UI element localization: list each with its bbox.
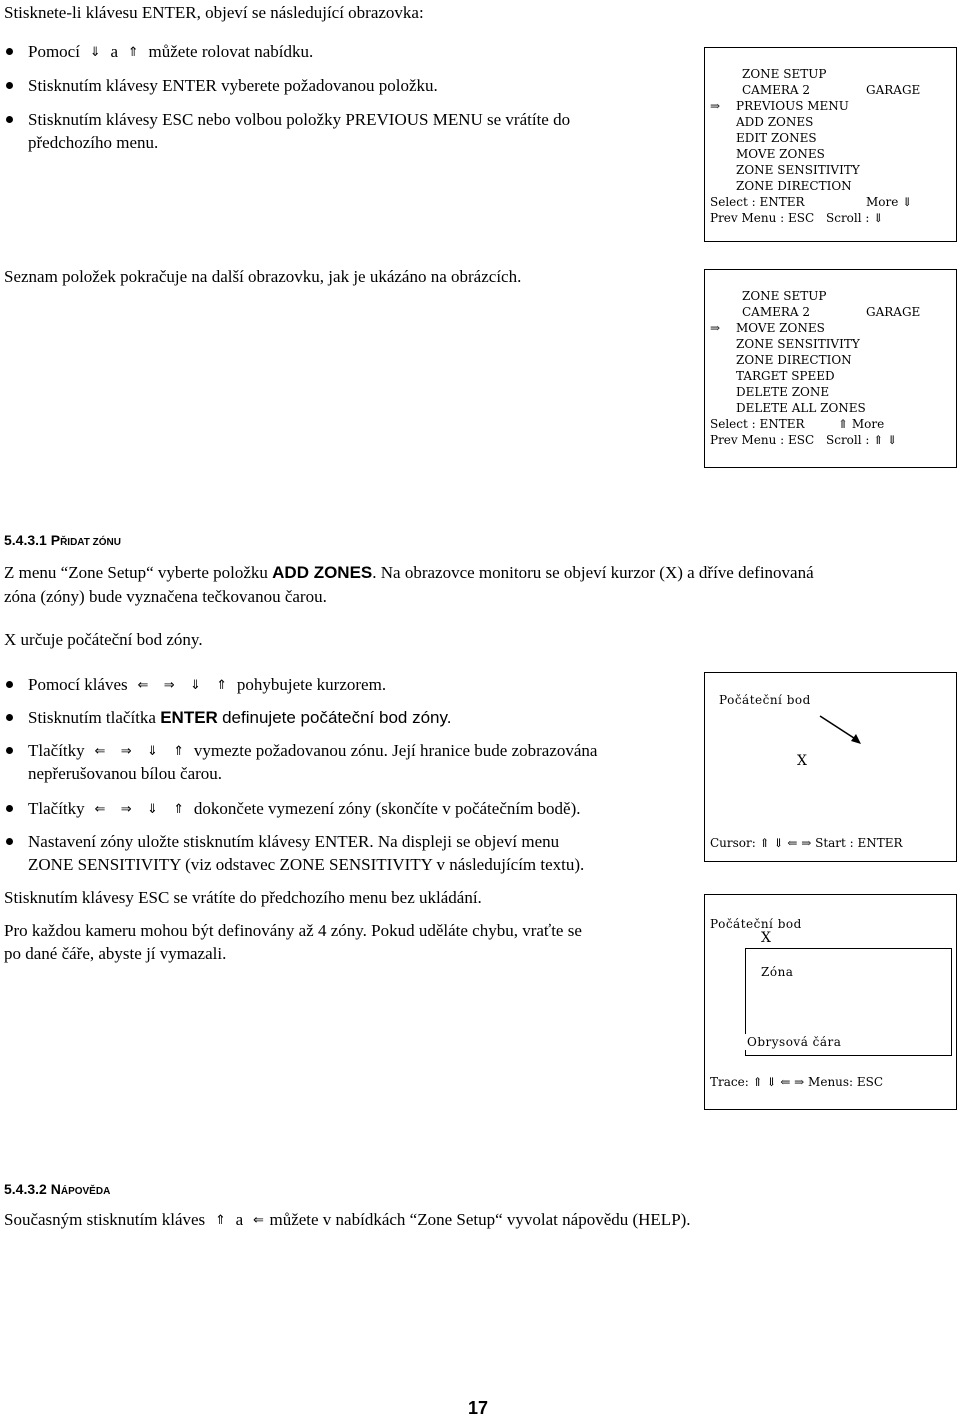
cursor-keys-instruction: Pomocí kláves ⇐ ⇒ ⇓ ⇑ pohybujete kurzorem.	[28, 674, 386, 697]
section-heading-add-zone: 5.4.3.1 PŘIDAT ZÓNU	[4, 532, 121, 548]
paragraph-add-zones-line2: zóna (zóny) bude vyznačena tečkovanou čarou.	[4, 587, 327, 606]
up-arrow-icon: ⇑	[214, 1213, 226, 1228]
paragraph-esc-no-save: Stisknutím klávesy ESC se vrátíte do předchozího menu bez ukládání.	[4, 888, 482, 907]
zone-setup-screen-2	[704, 269, 957, 468]
paragraph-four-zones: Pro každou kameru mohou být definovány až 4 zóny. Pokud uděláte chybu, vraťte se	[4, 921, 582, 940]
screen-location: GARAGE	[866, 305, 921, 319]
start-x-marker: X	[761, 930, 771, 946]
menu-item[interactable]: ZONE DIRECTION	[736, 353, 852, 367]
screen-camera: CAMERA 2	[742, 83, 811, 97]
cursor-footer: Cursor: ⇑ ⇓ ⇐ ⇒ Start : ENTER	[710, 836, 903, 850]
bullet-dot	[6, 714, 13, 721]
left-arrow-icon: ⇐	[253, 1213, 264, 1228]
down-arrow-icon: ⇓	[146, 744, 158, 759]
up-arrow-icon: ⇑	[216, 678, 228, 693]
cursor-x-marker: X	[797, 753, 807, 769]
menu-item[interactable]: ZONE SENSITIVITY	[736, 337, 860, 351]
bullet-dot	[6, 838, 13, 845]
right-arrow-icon: ⇒	[120, 744, 132, 759]
start-point-label: Počáteční bod	[719, 693, 811, 707]
menu-item[interactable]: ZONE SENSITIVITY	[736, 163, 860, 177]
left-arrow-icon: ⇐	[94, 744, 106, 759]
bullet-dot	[6, 48, 13, 55]
save-zone-instruction-line2: ZONE SENSITIVITY (viz odstavec ZONE SENSITIVITY v následujícím textu).	[28, 855, 585, 874]
menu-pointer-icon: ⇒	[710, 321, 721, 335]
screen-camera: CAMERA 2	[742, 305, 811, 319]
up-arrow-icon: ⇑	[173, 744, 185, 759]
menu-item[interactable]: MOVE ZONES	[736, 147, 825, 161]
define-zone-instruction: Tlačítky ⇐ ⇒ ⇓ ⇑ vymezte požadovanou zónu. Její hranice bude zobrazována	[28, 740, 597, 763]
esc-instruction-line1: Stisknutím klávesy ESC nebo volbou položky PREVIOUS MENU se vrátíte do	[28, 110, 571, 129]
screen-title: ZONE SETUP	[742, 67, 827, 81]
prev-menu-hint: Prev Menu : ESC	[710, 433, 815, 447]
menu-item[interactable]: MOVE ZONES	[736, 321, 825, 335]
more-hint: ⇑ More	[838, 417, 885, 431]
right-arrow-icon: ⇒	[163, 678, 175, 693]
section-heading-help: 5.4.3.2 NÁPOVĚDA	[4, 1181, 111, 1197]
left-arrow-icon: ⇐	[137, 678, 149, 693]
down-arrow-icon: ⇓	[146, 802, 158, 817]
menu-pointer-icon: ⇒	[710, 99, 721, 113]
finish-zone-instruction: Tlačítky ⇐ ⇒ ⇓ ⇑ dokončete vymezení zóny (skončíte v počátečním bodě).	[28, 798, 581, 821]
esc-instruction-line2: předchozího menu.	[28, 133, 159, 152]
down-arrow-icon: ⇓	[89, 45, 101, 60]
menu-item[interactable]: ADD ZONES	[736, 115, 814, 129]
menu-item[interactable]: DELETE ZONE	[736, 385, 830, 399]
up-arrow-icon: ⇑	[173, 802, 185, 817]
down-arrow-icon: ⇓	[189, 678, 201, 693]
menu-item[interactable]: TARGET SPEED	[736, 369, 835, 383]
trace-footer: Trace: ⇑ ⇓ ⇐ ⇒ Menus: ESC	[710, 1075, 884, 1089]
right-arrow-icon: ⇒	[120, 802, 132, 817]
pointer-arrow-icon	[817, 713, 865, 747]
more-hint: More ⇓	[866, 195, 913, 209]
list-continues-text: Seznam položek pokračuje na další obrazovku, jak je ukázáno na obrázcích.	[4, 267, 522, 286]
scroll-hint: Scroll : ⇑ ⇓	[826, 433, 898, 447]
menu-item[interactable]: EDIT ZONES	[736, 131, 817, 145]
start-point-label: Počáteční bod	[710, 917, 802, 931]
prev-menu-hint: Prev Menu : ESC	[710, 211, 815, 225]
paragraph-add-zones: Z menu “Zone Setup“ vyberte položku ADD ZONES. Na obrazovce monitoru se objeví kurzor (X) a dříve definovaná	[4, 563, 814, 582]
outline-label: Obrysová čára	[747, 1035, 842, 1049]
intro-text: Stisknete-li klávesu ENTER, objeví se následující obrazovka:	[4, 3, 424, 22]
menu-item[interactable]: DELETE ALL ZONES	[736, 401, 866, 415]
save-zone-instruction: Nastavení zóny uložte stisknutím klávesy ENTER. Na displeji se objeví menu	[28, 832, 560, 851]
bullet-dot	[6, 681, 13, 688]
bullet-dot	[6, 805, 13, 812]
zone-label: Zóna	[761, 965, 794, 979]
select-hint: Select : ENTER	[710, 195, 805, 209]
enter-start-instruction: Stisknutím tlačítka ENTER definujete počáteční bod zóny.	[28, 708, 452, 727]
screen-location: GARAGE	[866, 83, 921, 97]
menu-item[interactable]: ZONE DIRECTION	[736, 179, 852, 193]
page-number: 17	[468, 1398, 489, 1418]
left-arrow-icon: ⇐	[94, 802, 106, 817]
zone-setup-screen-1	[704, 47, 957, 242]
scroll-instruction: Pomocí ⇓ a ⇑ můžete rolovat nabídku.	[28, 41, 313, 64]
scroll-hint: Scroll : ⇓	[826, 211, 884, 225]
up-arrow-icon: ⇑	[127, 45, 139, 60]
enter-instruction: Stisknutím klávesy ENTER vyberete požadovanou položku.	[28, 76, 438, 95]
paragraph-help: Současným stisknutím kláves ⇑ a ⇐ můžete v nabídkách “Zone Setup“ vyvolat nápovědu (HELP).	[4, 1209, 691, 1232]
menu-item[interactable]: PREVIOUS MENU	[736, 99, 849, 113]
bullet-dot	[6, 747, 13, 754]
paragraph-four-zones-line2: po dané čáře, abyste jí vymazali.	[4, 944, 227, 963]
bullet-dot	[6, 116, 13, 123]
start-point-screen	[704, 672, 957, 862]
paragraph-x-start: X určuje počáteční bod zóny.	[4, 630, 203, 649]
define-zone-instruction-line2: nepřerušovanou bílou čarou.	[28, 764, 223, 783]
select-hint: Select : ENTER	[710, 417, 805, 431]
zone-outline-screen	[704, 894, 957, 1110]
screen-title: ZONE SETUP	[742, 289, 827, 303]
bullet-dot	[6, 82, 13, 89]
